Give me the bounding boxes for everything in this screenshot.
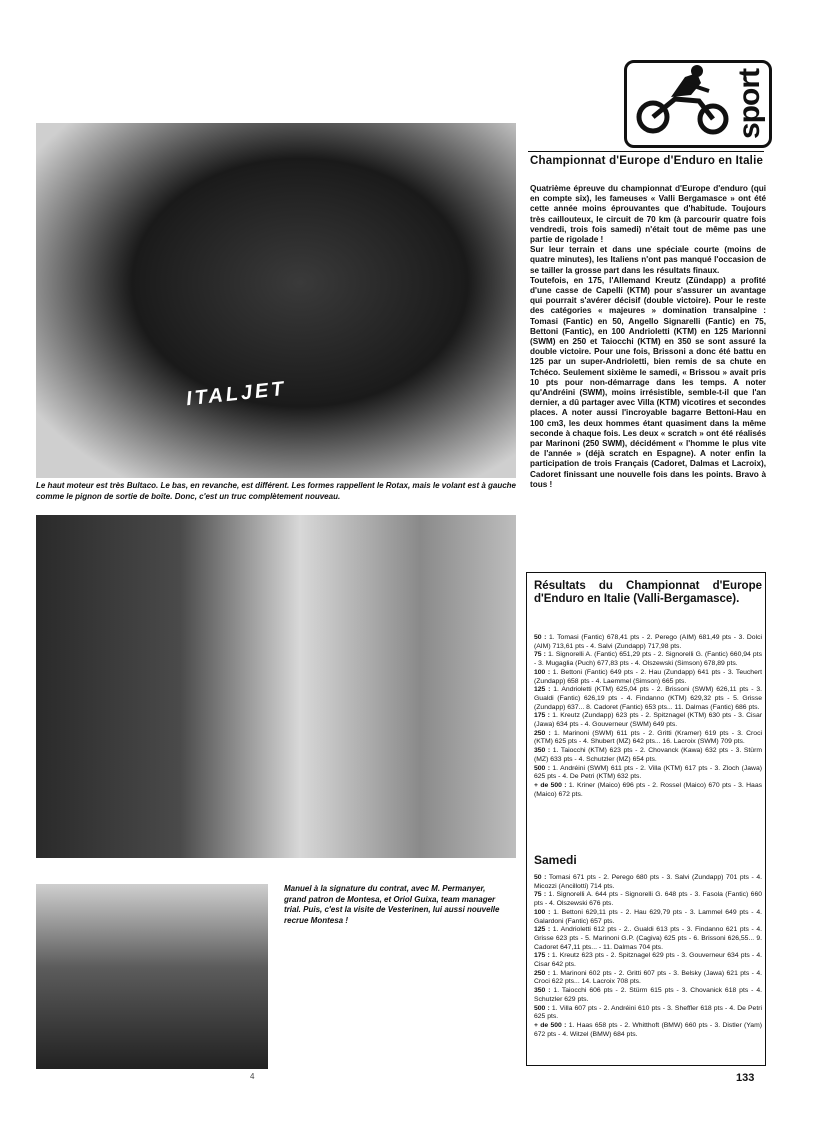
contract-signing-photo bbox=[36, 515, 516, 858]
result-line: 125 : 1. Andrioletti 612 pts - 2.. Gualdi 613 pts - 3. Findanno 621 pts - 4. Grisse 623 pts - 5. Marinoni G.P. (Cagiva) 625 pts - 6. Brissoni 626,55... 9. Cadoret 647,11 pts... - 11. Dalmas 704 pts. bbox=[534, 926, 762, 951]
engine-brand-lettering: ITALJET bbox=[185, 377, 288, 411]
result-line: 250 : 1. Marinoni 602 pts - 2. Gritti 607 pts - 3. Belsky (Jawa) 621 pts - 4. Croci 622 pts... 14. Lacroix 708 pts. bbox=[534, 969, 762, 986]
engine-photo-caption: Le haut moteur est très Bultaco. Le bas, en revanche, est différent. Les formes rappellent le Rotax, mais le volant est à gauche comme le pignon de sortie de boîte. Donc, c'est un truc complètement nouveau. bbox=[36, 481, 517, 501]
result-line: 250 : 1. Marinoni (SWM) 611 pts - 2. Gritti (Kramer) 619 pts - 3. Croci (KTM) 625 pts - 4. Shubert (MZ) 642 pts... 16. Lacroix (SWM) 709 pts. bbox=[534, 729, 762, 746]
results-friday-list bbox=[534, 634, 762, 799]
result-line: 100 : 1. Bettoni 629,11 pts - 2. Hau 629,79 pts - 3. Lammel 649 pts - 4. Galardoni (Fantic) 657 pts. bbox=[534, 908, 762, 925]
article-rule bbox=[528, 151, 764, 152]
result-line: 350 : 1. Taiocchi (KTM) 623 pts - 2. Chovanck (Kawa) 632 pts - 3. Stürm (MZ) 633 pts - 4. Schutzler (MZ) 654 pts. bbox=[534, 747, 762, 763]
result-line: 100 : 1. Bettoni (Fantic) 649 pts - 2. Hau (Zundapp) 641 pts - 3. Teuchert (Zundapp) 658 pts - 4. Laemmel (Simson) 665 pts. bbox=[534, 668, 762, 685]
page-number: 133 bbox=[736, 1072, 755, 1084]
article-paragraph: Toutefois, en 175, l'Allemand Kreutz (Zündapp) a profité d'une casse de Capelli (KTM) pour s'assurer un avantage qui pourrait s'avérer décisif (double victoire). Pour le reste des catégories « majeures » domination transalpine : Tomasi (Fantic) en 50, Angello Signarelli (Fantic) en 75, Bettoni (Fantic), en 100 Andrioletti (KTM) en 125 Marionni (SWM) en 250 et Taiocchi (KTM) en 350 se sont assuré la double victoire. Pour une fois, Brissoni a donc été battu en 125 par un super-Andrioletti, bien remis de sa chute en Tchéco. Seulement sixième le samedi, « Brissou » avait pris 10 pts pour non-démarrage dans les temps. A noter qu'Andréini (SWM), moins irrésistible, semble-t-il que l'an dernier, a dû partager avec Villa (KTM) vicotires et secondes places. A noter aussi l'incroyable bagarre Bettoni-Hau en 100 cm3, les deux hommes étant quasiment dans la même seconde à chaque fois. Les deux « scratch » ont été réalisés par Marinoni (250 SWM), décidément « l'homme le plus vite de l'année » (déjà scratch en Espagne). A noter enfin la participation de trois Français (Cadoret, Dalmas et Lacroix), Cadoret finissant une nouvelle fois dans les points. Bravo à tous ! bbox=[530, 275, 766, 489]
result-line: 50 : 1. Tomasi (Fantic) 678,41 pts - 2. Perego (AIM) 681,49 pts - 3. Dolci (AIM) 713,61 pts - 4. Salvi (Zundapp) 717,98 pts. bbox=[534, 634, 762, 650]
result-line: 500 : 1. Andréini (SWM) 611 pts - 2. Villa (KTM) 617 pts - 3. Zloch (Jawa) 625 pts - 4. De Petri (KTM) 632 pts. bbox=[534, 764, 762, 781]
stray-mark: 4 bbox=[250, 1072, 255, 1081]
result-line: 500 : 1. Villa 607 pts - 2. Andréini 610 pts - 3. Sheffler 618 pts - 4. De Petri 625 pts. bbox=[534, 1004, 762, 1021]
result-line: + de 500 : 1. Haas 658 pts - 2. Whitthoft (BMW) 660 pts - 3. Distler (Yam) 672 pts - 4. Witzel (BMW) 684 pts. bbox=[534, 1021, 762, 1038]
article-paragraph: Quatrième épreuve du championnat d'Europe d'enduro (qui en compte six), les fameuses « Valli Bergamasce » ont été cette année moins éprouvantes que d'habitude. Toujours très caillouteux, le circuit de 70 km (à parcourir quatre fois vendredi, trois fois samedi) n'était tout de même pas une partie de rigolade ! bbox=[530, 184, 766, 245]
sport-logo-lettering: sport bbox=[733, 69, 766, 139]
result-line: 175 : 1. Kreutz (Zundapp) 623 pts - 2. Spitznagel (KTM) 630 pts - 3. Cisar (Jawa) 634 pts - 4. Gouverneur (SWM) 649 pts. bbox=[534, 712, 763, 729]
results-title: Résultats du Championnat d'Europe d'Enduro en Italie (Valli-Bergamasce). bbox=[534, 580, 762, 605]
result-line: + de 500 : 1. Kriner (Maico) 696 pts - 2. Rossel (Maico) 670 pts - 3. Haas (Maico) 672 pts. bbox=[534, 781, 763, 798]
result-line: 125 : 1. Andrioletti (KTM) 625,04 pts - 2. Brissoni (SWM) 626,11 pts - 3. Gualdi (Fantic) 626,19 pts - 4. Findanno (KTM) 629,32 pts - 5. Grisse (Zundapp) 637... 8. Cadoret (Fantic) 653 pts... 11. Dalmas (Fantic) 686 pts. bbox=[534, 686, 762, 711]
article-paragraph: Sur leur terrain et dans une spéciale courte (moins de quatre minutes), les Italiens n'ont pas manqué l'occasion de se tailler la grosse part dans les résultats finaux. bbox=[530, 245, 766, 275]
result-line: 50 : Tomasi 671 pts - 2. Perego 680 pts - 3. Salvi (Zundapp) 701 pts - 4. Micozzi (Ancillotti) 714 pts. bbox=[534, 874, 762, 890]
results-samedi-list bbox=[534, 874, 762, 1039]
result-line: 350 : 1. Taiocchi 606 pts - 2. Stürm 615 pts - 3. Chovanick 618 pts - 4. Schutzler 629 pts. bbox=[534, 987, 762, 1003]
article-title: Championnat d'Europe d'Enduro en Italie bbox=[530, 155, 764, 167]
samedi-heading: Samedi bbox=[534, 853, 577, 867]
result-line: 175 : 1. Kreutz 623 pts - 2. Spitznagel 629 pts - 3. Gouverneur 634 pts - 4. Cisar 642 pts. bbox=[534, 952, 762, 969]
team-photo-caption: Manuel à la signature du contrat, avec M. Permanyer, grand patron de Montesa, et Oriol Guixa, team manager trial. Puis, c'est la visite de Vesterinen, lui aussi nouvelle recrue Montesa ! bbox=[284, 884, 500, 925]
sport-section-logo bbox=[624, 60, 772, 148]
result-line: 75 : 1. Signorelli A. 644 pts - Signorelli G. 648 pts - 3. Fasola (Fantic) 660 pts - 4. Olszewski 676 pts. bbox=[534, 891, 763, 908]
team-visit-photo bbox=[36, 884, 268, 1069]
result-line: 75 : 1. Signorelli A. (Fantic) 651,29 pts - 2. Signorelli G. (Fantic) 660,94 pts - 3. Mugaglia (Puch) 677,83 pts - 4. Olszewski (Simson) 678,89 pts. bbox=[534, 651, 762, 668]
engine-photo bbox=[36, 123, 516, 478]
article-body bbox=[530, 184, 766, 490]
